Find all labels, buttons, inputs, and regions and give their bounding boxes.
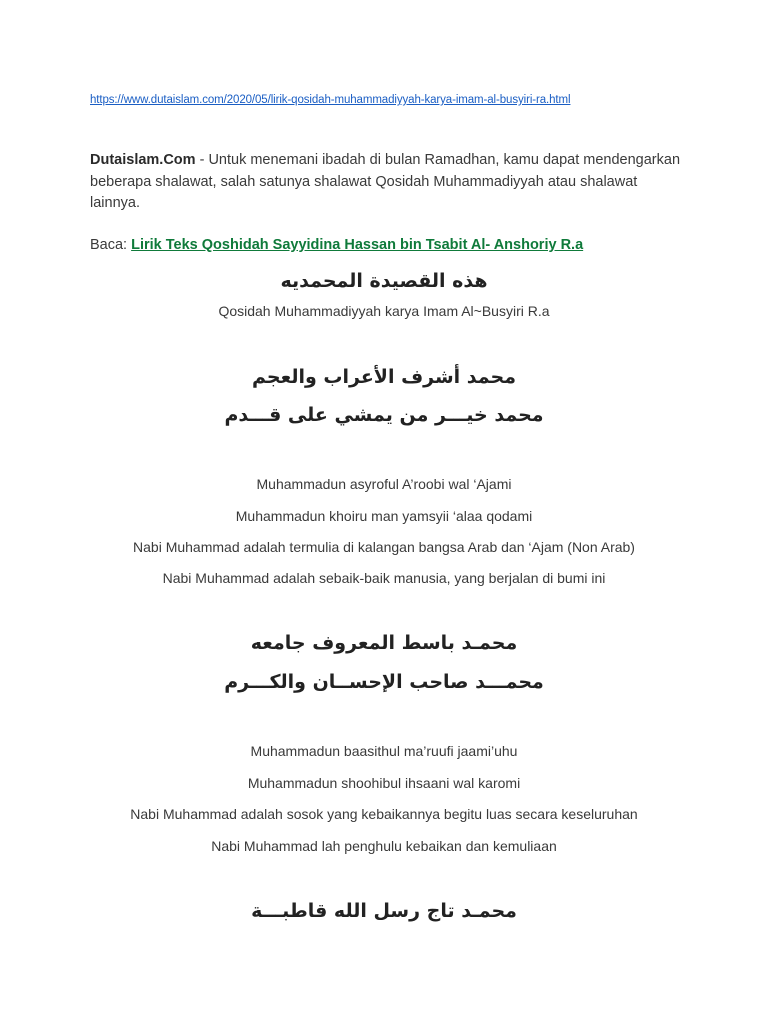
verse-1-translation-line-1: Nabi Muhammad adalah termulia di kalangan bangsa Arab dan ‘Ajam (Non Arab)	[133, 539, 635, 555]
verse-3-arabic-line-1: محمـد تاج رسل الله قاطبـــة	[251, 900, 517, 922]
arabic-heading: هذه القصيدة المحمديه	[280, 270, 488, 292]
verse-2-latin-line-1: Muhammadun baasithul ma’ruufi jaami’uhu	[250, 743, 518, 759]
intro-text: - Untuk menemani ibadah di bulan Ramadhan, kamu dapat mendengarkan beberapa shalawat, salah satunya shalawat Qosidah Muhammadiyyah atau shalawat lainnya.	[90, 152, 681, 211]
verse-1-arabic-line-1: محمد أشرف الأعراب والعجم	[252, 366, 516, 388]
verse-2-translation-line-1: Nabi Muhammad adalah sosok yang kebaikannya begitu luas secara keseluruhan	[130, 806, 638, 822]
baca-related-link[interactable]: Lirik Teks Qoshidah Sayyidina Hassan bin Tsabit Al- Anshoriy R.a	[131, 237, 584, 253]
baca-line	[90, 237, 583, 253]
verse-2-translation-line-2: Nabi Muhammad lah penghulu kebaikan dan kemuliaan	[211, 838, 557, 854]
verse-1-arabic-line-2: محمد خيـــر من يمشي على قـــدم	[224, 404, 544, 426]
qosidah-subtitle: Qosidah Muhammadiyyah karya Imam Al~Busyiri R.a	[218, 303, 550, 319]
baca-prefix: Baca:	[90, 237, 132, 253]
source-url-link[interactable]: https://www.dutaislam.com/2020/05/lirik-qosidah-muhammadiyyah-karya-imam-al-busyiri-ra.html	[90, 94, 571, 106]
site-name: Dutaislam.Com	[90, 152, 196, 168]
verse-1-latin-line-2: Muhammadun khoiru man yamsyii ‘alaa qodami	[235, 508, 533, 524]
verse-2-arabic-line-2: محمـــد صاحب الإحســان والكـــرم	[224, 671, 544, 693]
verse-1-translation-line-2: Nabi Muhammad adalah sebaik-baik manusia, yang berjalan di bumi ini	[162, 570, 606, 586]
intro-paragraph	[90, 150, 680, 215]
verse-2-latin-line-2: Muhammadun shoohibul ihsaani wal karomi	[247, 775, 521, 791]
verse-2-arabic-line-1: محمـد باسط المعروف جامعه	[250, 632, 518, 654]
verse-1-latin-line-1: Muhammadun asyroful A’roobi wal ‘Ajami	[256, 476, 512, 492]
